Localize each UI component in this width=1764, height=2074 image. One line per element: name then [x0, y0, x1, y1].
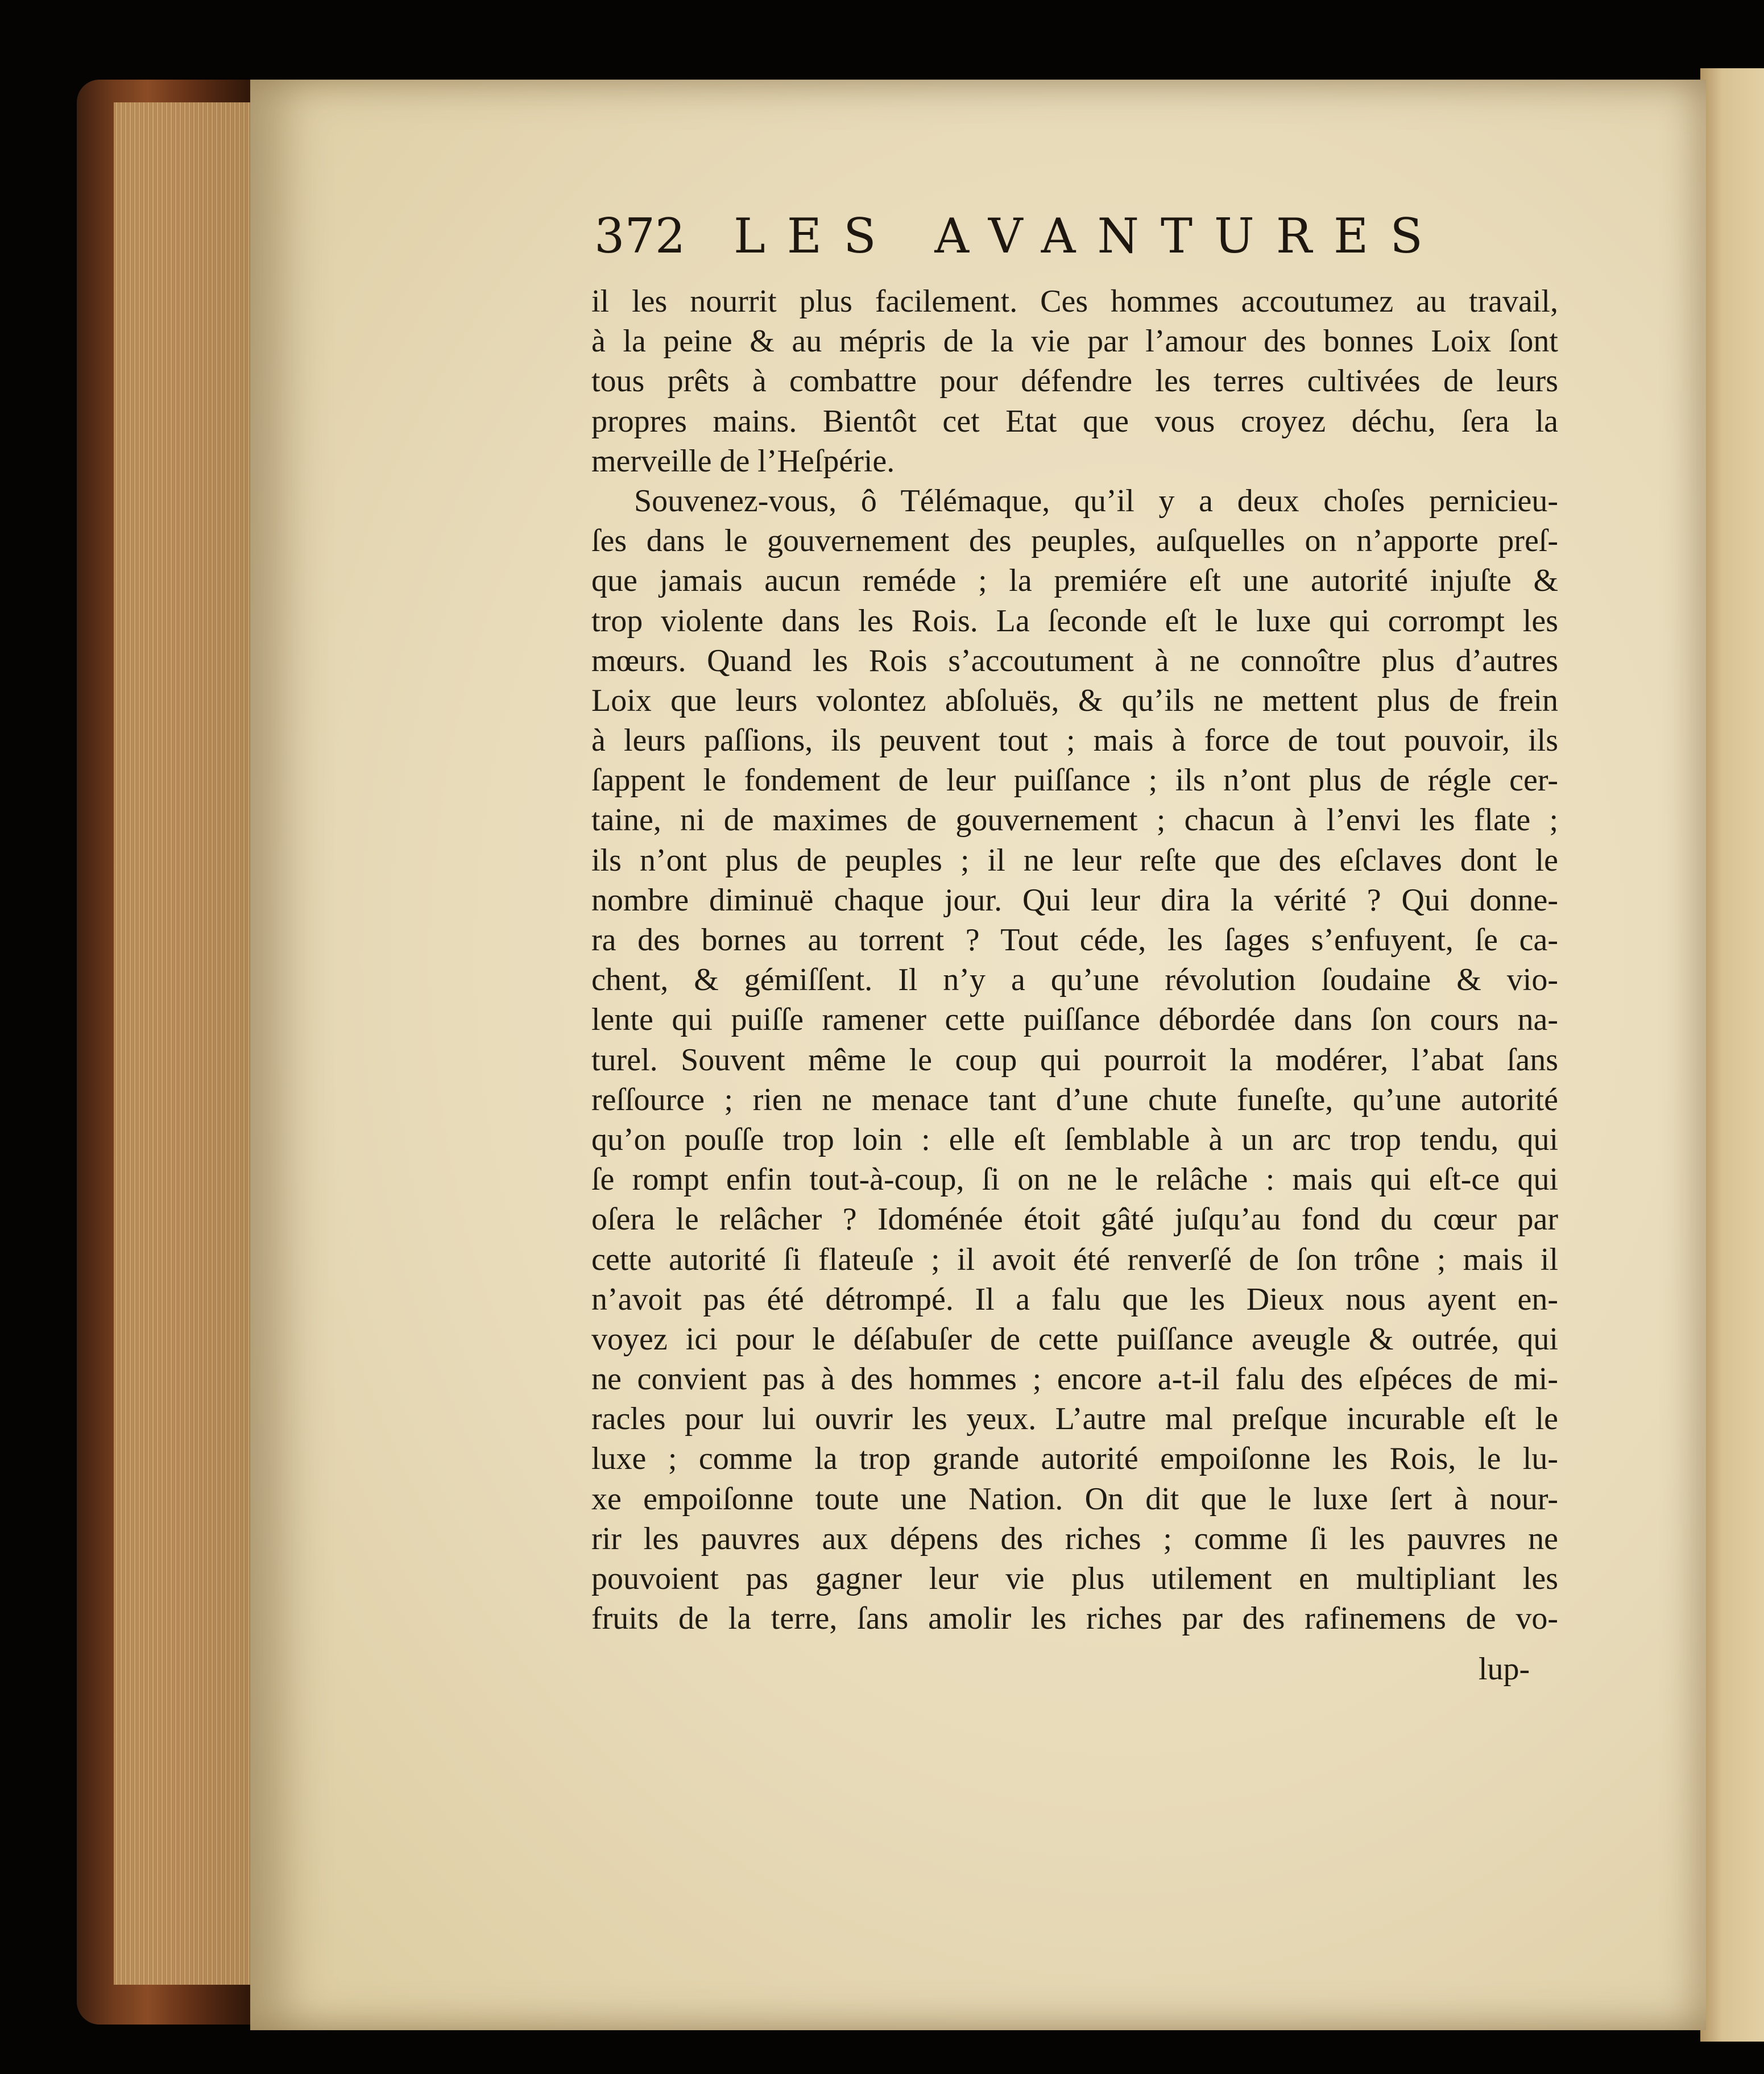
- text-line: luxe ; comme la trop grande autorité empoiſonne les Rois, le lu-: [591, 1441, 1558, 1477]
- text-line: ils n’ont plus de peuples ; il ne leur reſte que des eſclaves dont le: [591, 842, 1558, 878]
- text-line: pouvoient pas gagner leur vie plus utilement en multipliant les: [591, 1561, 1558, 1596]
- text-line: ne convient pas à des hommes ; encore a-t-il falu des eſpéces de mi-: [591, 1361, 1558, 1397]
- text-line: racles pour lui ouvrir les yeux. L’autre mal preſque incurable eſt le: [591, 1401, 1558, 1437]
- text-line: reſſource ; rien ne menace tant d’une chute funeſte, qu’une autorité: [591, 1082, 1558, 1117]
- text-line: à la peine & au mépris de la vie par l’amour des bonnes Loix ſont: [591, 324, 1558, 359]
- text-line: lente qui puiſſe ramener cette puiſſance débordée dans ſon cours na-: [591, 1002, 1558, 1038]
- text-line: taine, ni de maximes de gouvernement ; chacun à l’envi les flate ;: [591, 802, 1558, 838]
- text-line: il les nourrit plus facilement. Ces hommes accoutumez au travail,: [591, 284, 1558, 319]
- text-line: ra des bornes au torrent ? Tout céde, les ſages s’enfuyent, ſe ca-: [591, 922, 1558, 958]
- text-line: mœurs. Quand les Rois s’accoutument à ne connoître plus d’autres: [591, 643, 1558, 678]
- running-head: [594, 205, 1447, 267]
- text-line: Souvenez-vous, ô Télémaque, qu’il y a deux choſes pernicieu-: [634, 483, 1558, 519]
- text-line: qu’on pouſſe trop loin : elle eſt ſemblable à un arc trop tendu, qui: [591, 1121, 1558, 1157]
- text-line: ſappent le fondement de leur puiſſance ; ils n’ont plus de régle cer-: [591, 763, 1558, 798]
- body-text: [591, 281, 1558, 1638]
- text-line: tous prêts à combattre pour défendre les terres cultivées de leurs: [591, 363, 1558, 399]
- page-block-edges: [114, 102, 250, 1985]
- text-line: propres mains. Bientôt cet Etat que vous croyez déchu, ſera la: [591, 403, 1558, 439]
- page-number: 372: [594, 208, 686, 264]
- text-line: xe empoiſonne toute une Nation. On dit que le luxe ſert à nour-: [591, 1481, 1558, 1517]
- catchword: lup-: [1479, 1651, 1530, 1687]
- text-line: que jamais aucun reméde ; la premiére eſt une autorité injuſte &: [591, 563, 1558, 599]
- text-line: rir les pauvres aux dépens des riches ; comme ſi les pauvres ne: [591, 1521, 1558, 1556]
- text-line: nombre diminuë chaque jour. Qui leur dira la vérité ? Qui donne-: [591, 882, 1558, 918]
- text-line: turel. Souvent même le coup qui pourroit la modérer, l’abat ſans: [591, 1042, 1558, 1078]
- text-line: trop violente dans les Rois. La ſeconde eſt le luxe qui corrompt les: [591, 603, 1558, 639]
- text-line: oſera le relâcher ? Idoménée étoit gâté juſqu’au fond du cœur par: [591, 1202, 1558, 1237]
- text-line: à leurs paſſions, ils peuvent tout ; mais à force de tout pouvoir, ils: [591, 723, 1558, 759]
- text-line: merveille de l’Heſpérie.: [591, 443, 895, 479]
- text-line: Loix que leurs volontez abſoluës, & qu’ils ne mettent plus de frein: [591, 682, 1558, 718]
- text-line: n’avoit pas été détrompé. Il a falu que les Dieux nous ayent en-: [591, 1281, 1558, 1317]
- text-line: ſes dans le gouvernement des peuples, auſquelles on n’apporte preſ-: [591, 523, 1558, 559]
- text-line: cette autorité ſi flateuſe ; il avoit été renverſé de ſon trône ; mais il: [591, 1241, 1558, 1277]
- text-line: ſe rompt enfin tout-à-coup, ſi on ne le relâche : mais qui eſt-ce qui: [591, 1162, 1558, 1198]
- facing-page-edge: [1700, 68, 1764, 2042]
- text-line: fruits de la terre, ſans amolir les riches par des rafinemens de vo-: [591, 1601, 1558, 1637]
- text-line: chent, & gémiſſent. Il n’y a qu’une révolution ſoudaine & vio-: [591, 962, 1558, 998]
- running-title: LES AVANTURES: [734, 208, 1444, 264]
- text-line: voyez ici pour le déſabuſer de cette puiſſance aveugle & outrée, qui: [591, 1321, 1558, 1357]
